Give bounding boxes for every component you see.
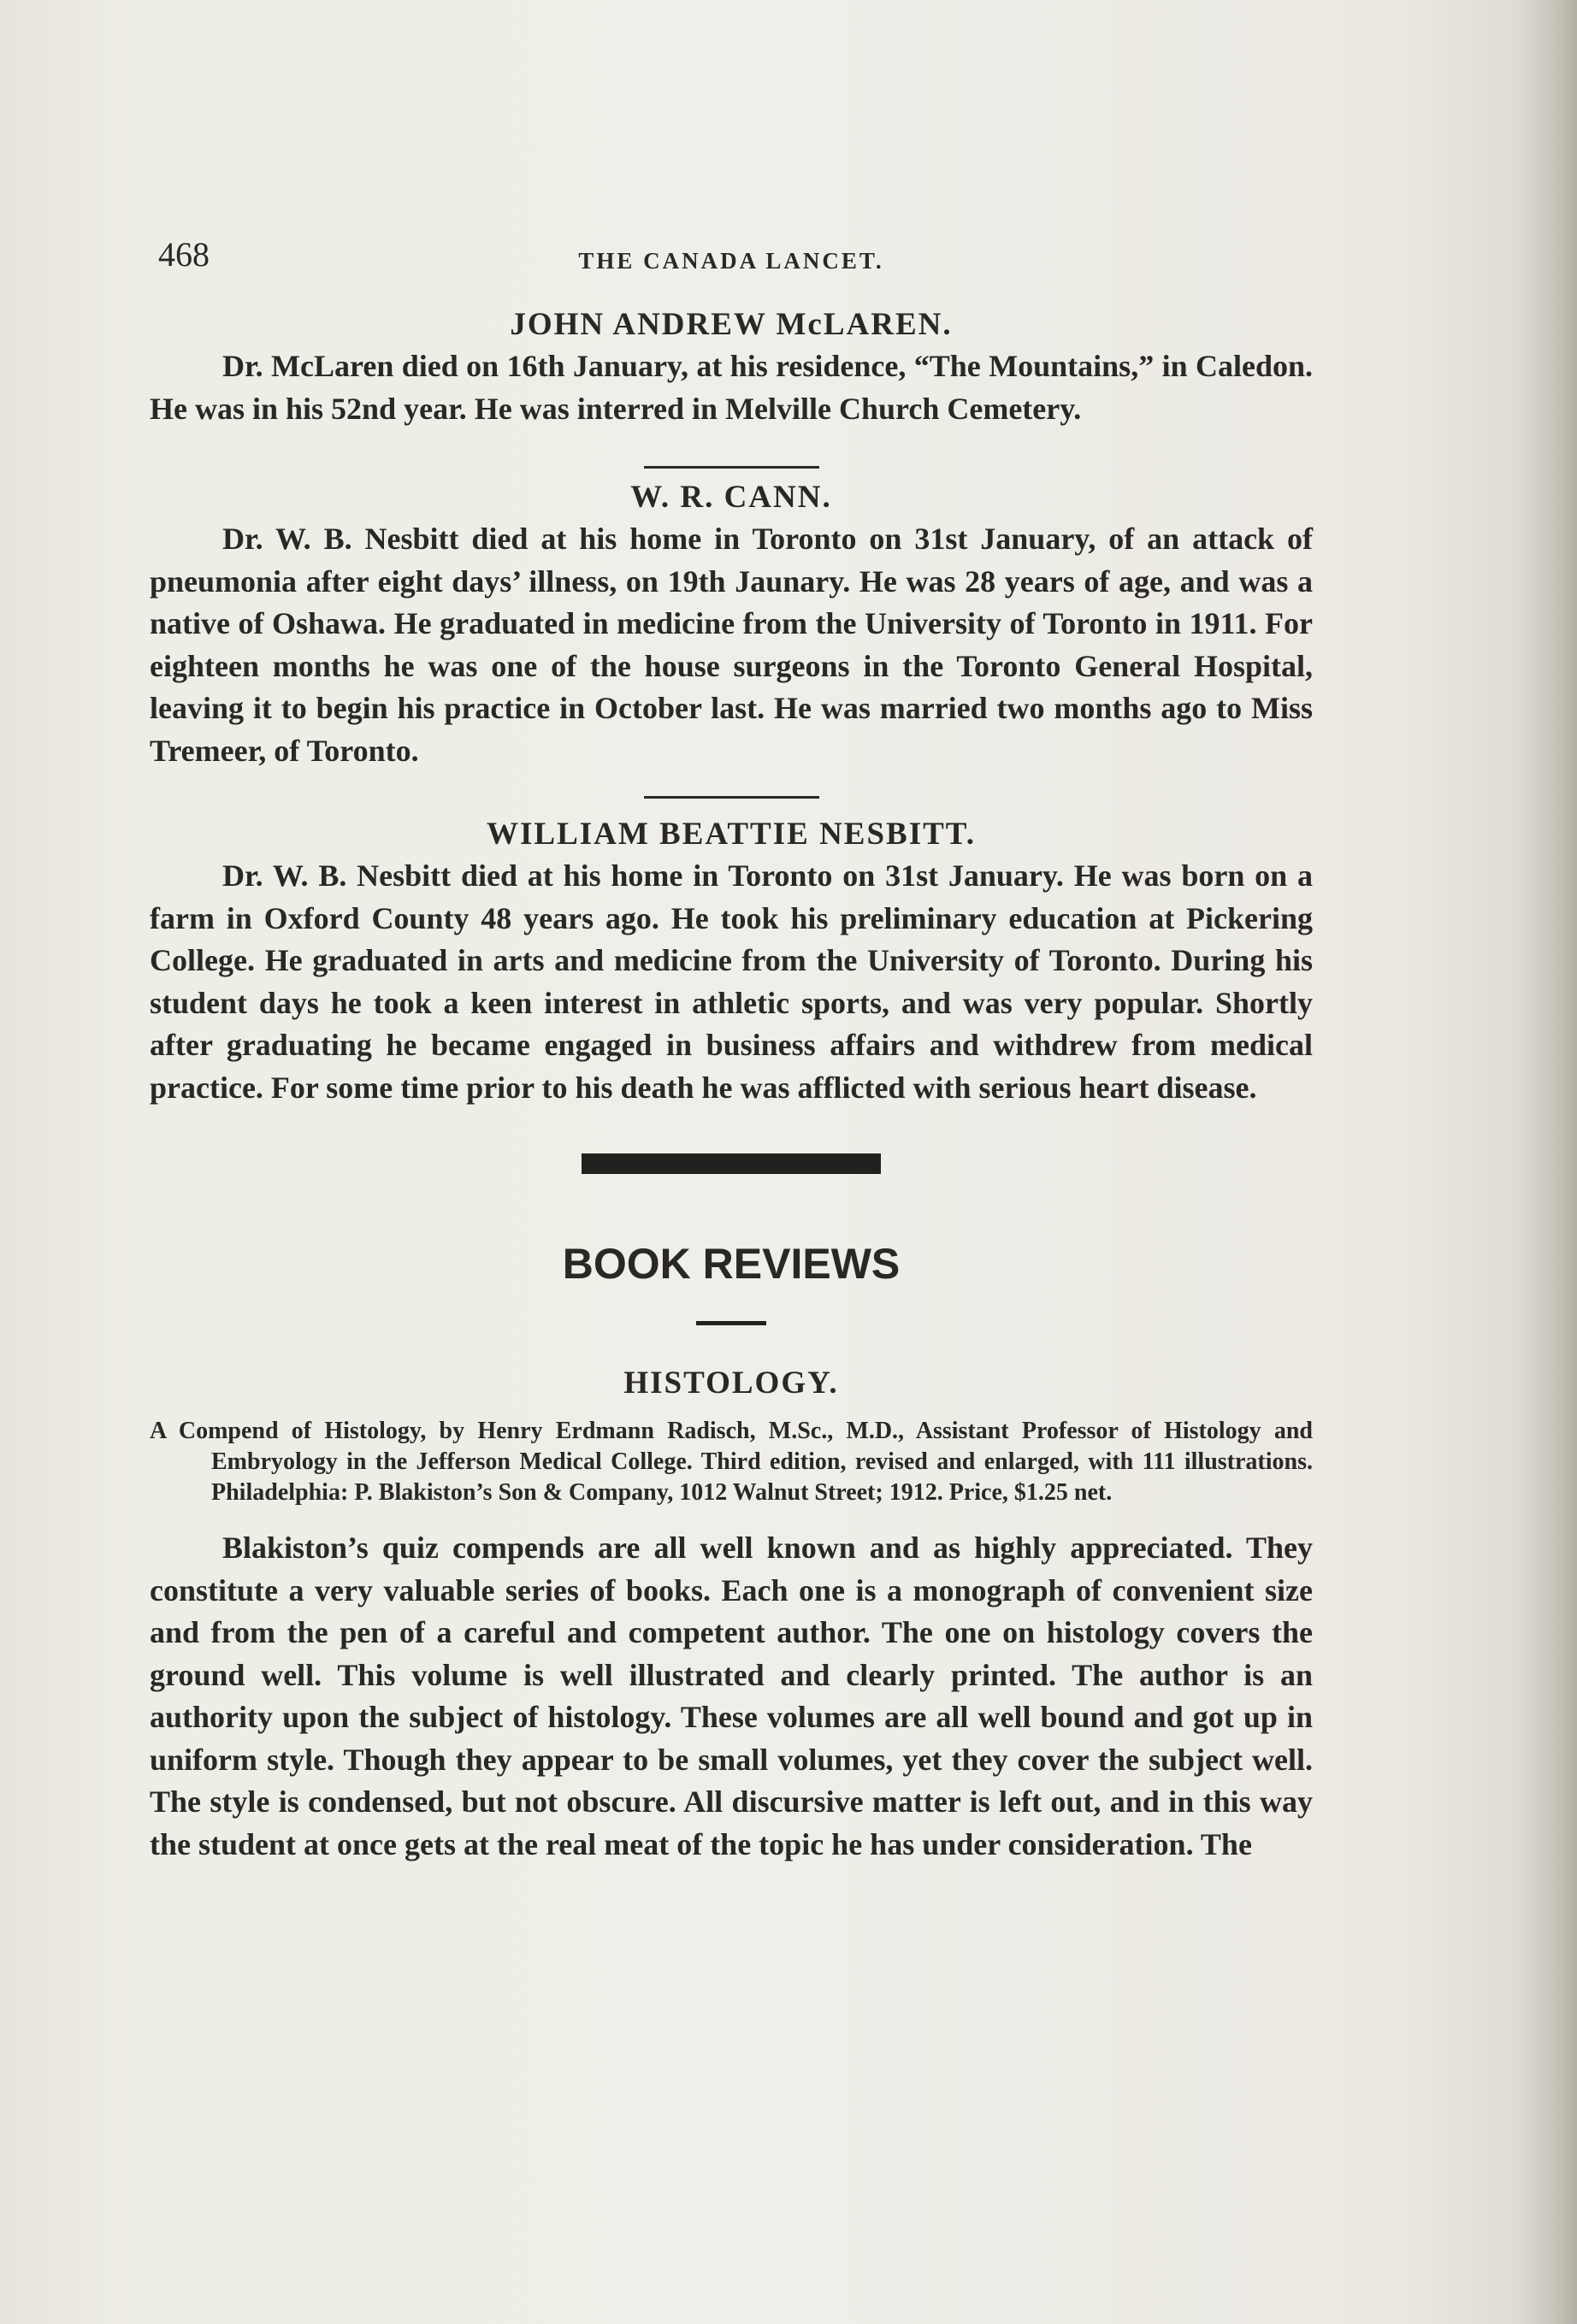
histology-heading: HISTOLOGY. — [623, 1365, 839, 1401]
obituary-text-cann: Dr. W. B. Nesbitt died at his home in Toronto on 31st January, of an attack of pneumonia after eight days’ illness, on 19th Jaunary. He was 28 years of age, and was a native of Oshawa. He graduated in medicine from the University of Toronto in 1911. For eighteen months he was one of the house surgeons in the Toronto General Hospital, leaving it to begin his practice in October last. He was married two months ago to Miss Tremeer, of Toronto. — [150, 522, 1313, 768]
divider-rule — [644, 796, 819, 799]
obituary-heading-nesbitt: WILLIAM BEATTIE NESBITT. — [487, 817, 976, 852]
page-edge-shadow — [1517, 0, 1577, 2324]
page-header — [150, 231, 1313, 291]
book-reviews-title: BOOK REVIEWS — [562, 1240, 901, 1288]
obituary-heading-mclaren: JOHN ANDREW McLAREN. — [510, 307, 953, 342]
book-review-text: Blakiston’s quiz compends are all well known and as highly appreciated. They constitute a very valuable series of books. Each one is a monograph of convenient size and from the pen of a careful and competent author. The one on histology covers the ground well. This volume is well illustrated and clearly printed. The author is an authority upon the subject of histology. These volumes are all well bound and got up in uniform style. Though they appear to be small volumes, yet they cover the subject well. The style is condensed, but not obscure. All discursive matter is left out, and in this way the student at once gets at the real meat of the topic he has under consideration. The — [150, 1531, 1313, 1861]
obituary-heading-cann: W. R. CANN. — [630, 480, 832, 515]
book-citation: A Compend of Histology, by Henry Erdmann Radisch, M.Sc., M.D., Assistant Professor of Histology and Embryology in the Jefferson Medical College. Third edition, revised and enlarged, with 111 illustrations. Philadelphia: P. Blakiston’s Son & Company, 1012 Walnut Street; 1912. Price, $1.25 net. — [150, 1418, 1313, 1506]
title-underline — [696, 1321, 766, 1325]
divider-rule — [644, 466, 819, 469]
section-separator-bar — [582, 1153, 881, 1174]
page-number: 468 — [158, 235, 210, 274]
text-column — [150, 231, 1313, 1866]
obituary-text-nesbitt: Dr. W. B. Nesbitt died at his home in Toronto on 31st January. He was born on a farm in Oxford County 48 years ago. He took his preliminary education at Pickering College. He graduated in arts and medicine from the University of Toronto. During his student days he took a keen interest in athletic sports, and was very popular. Shortly after graduating he became engaged in business affairs and withdrew from medical practice. For some time prior to his death he was afflicted with serious heart disease. — [150, 858, 1313, 1105]
obituary-text-mclaren: Dr. McLaren died on 16th January, at his residence, “The Mountains,” in Caledon. He was in his 52nd year. He was interred in Melville Church Cemetery. — [150, 349, 1313, 426]
running-title: THE CANADA LANCET. — [578, 248, 884, 274]
